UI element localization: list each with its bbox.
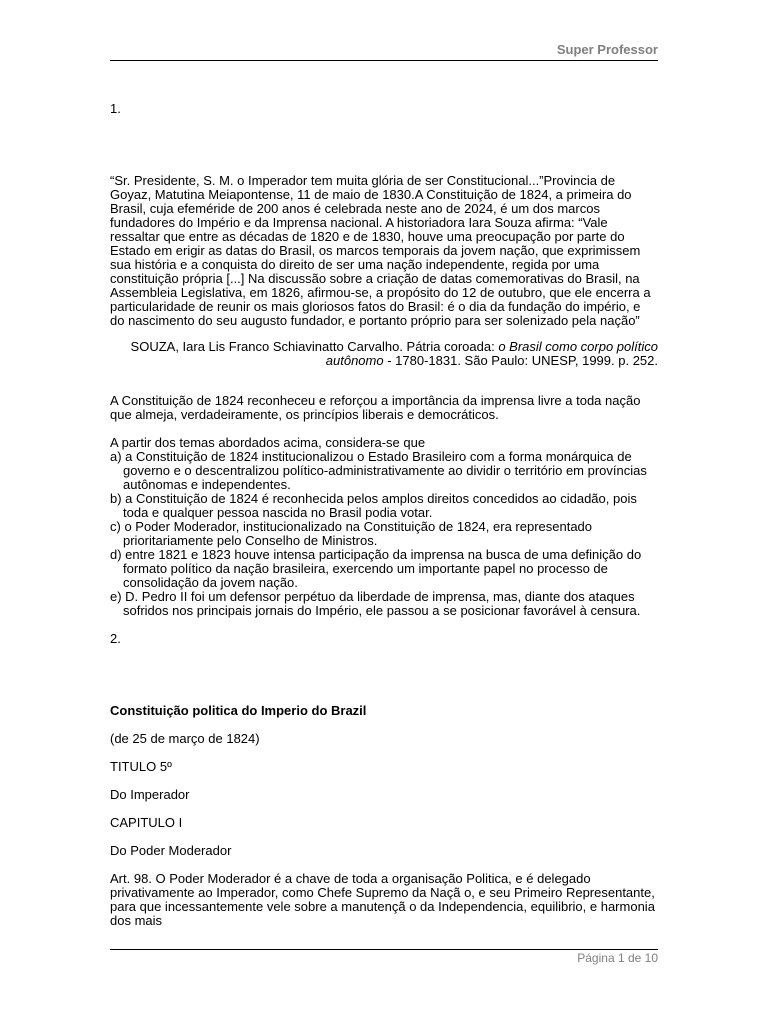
question-2-titulo-name: Do Imperador [110, 787, 190, 802]
question-1-statement: A Constituição de 1824 reconheceu e reforçou a importância da imprensa livre a toda nação que almeja, verdadeiramente, os princípios liberais e democráticos. [110, 393, 641, 422]
question-2-date: (de 25 de março de 1824) [110, 731, 260, 746]
header-brand: Super Professor [556, 42, 658, 57]
question-1-alternatives [110, 450, 658, 618]
question-2-title: Constituição politica do Imperio do Brazil [110, 703, 367, 718]
question-1-prompt: A partir dos temas abordados acima, considera-se que [110, 435, 426, 450]
question-2-capitulo: CAPITULO I [110, 815, 183, 830]
alternative-e: e) D. Pedro II foi um defensor perpétuo da liberdade de imprensa, mas, diante dos ataques sofridos nos principais jornais do Império, ele passou a se posicionar favorável à censura. [110, 589, 641, 618]
page-number: Página 1 de 10 [577, 951, 658, 965]
question-1-number: 1. [110, 101, 121, 116]
question-2-number: 2. [110, 631, 121, 646]
question-2-titulo: TITULO 5º [110, 759, 172, 774]
question-2-capitulo-name: Do Poder Moderador [110, 843, 232, 858]
citation-details: - 1780-1831. São Paulo: UNESP, 1999. p. 252. [383, 353, 658, 368]
citation-text: SOUZA, Iara Lis Franco Schiavinatto Carvalho. Pátria coroada: [130, 339, 499, 354]
question-2-article: Art. 98. O Poder Moderador é a chave de toda a organisação Politica, e é delegado privativamente ao Imperador, como Chefe Supremo da Naçã o, e seu Primeiro Representante, para que incessantemente vele sobre a manutençã o da Independencia, equilibrio, e harmonia dos mais [110, 871, 655, 928]
header-divider [110, 60, 658, 61]
alternative-d: d) entre 1821 e 1823 houve intensa participação da imprensa na busca de uma definição do formato político da nação brasileira, exercendo um importante papel no processo de consolidação da jovem nação. [110, 547, 642, 590]
alternative-c: c) o Poder Moderador, institucionalizado na Constituição de 1824, era representado prioritariamente pelo Conselho de Ministros. [110, 519, 593, 548]
question-1-quote: “Sr. Presidente, S. M. o Imperador tem muita glória de ser Constitucional...”Provincia de Goyaz, Matutina Meiapontense, 11 de maio de 1830.A Constituição de 1824, a primeira do Brasil, cuja efeméride de 200 anos é celebrada neste ano de 2024, é um dos marcos fundadores do Império e da Imprensa nacional. A historiadora Iara Souza afirma: “Vale ressaltar que entre as décadas de 1820 e de 1830, houve uma preocupação por parte do Estado em erigir as datas do Brasil, os marcos temporais da jovem nação, que exprimissem sua história e a conquista do direito de ser uma nação independente, regida por uma constituição própria [...] Na discussão sobre a criação de datas comemorativas do Brasil, na Assembleia Legislativa, em 1826, afirmou-se, a propósito do 12 de outubro, que ele encerra a particularidade de reunir os mais gloriosos fatos do Brasil: é o dia da fundação do império, e do nascimento do seu augusto fundador, e portanto próprio para ser solenizado pela nação” [110, 173, 651, 328]
alternative-b: b) a Constituição de 1824 é reconhecida pelos amplos direitos concedidos ao cidadão, pois toda e qualquer pessoa nascida no Brasil podia votar. [110, 491, 637, 520]
question-1-citation [110, 340, 658, 368]
document-body [110, 92, 658, 928]
footer-divider [110, 949, 658, 950]
citation-book-title: o Brasil como corpo político autônomo [325, 339, 658, 368]
alternative-a: a) a Constituição de 1824 institucionalizou o Estado Brasileiro com a forma monárquica de governo e o descentralizou político-administrativamente ao dividir o território em províncias autônomas e independentes. [110, 449, 647, 492]
